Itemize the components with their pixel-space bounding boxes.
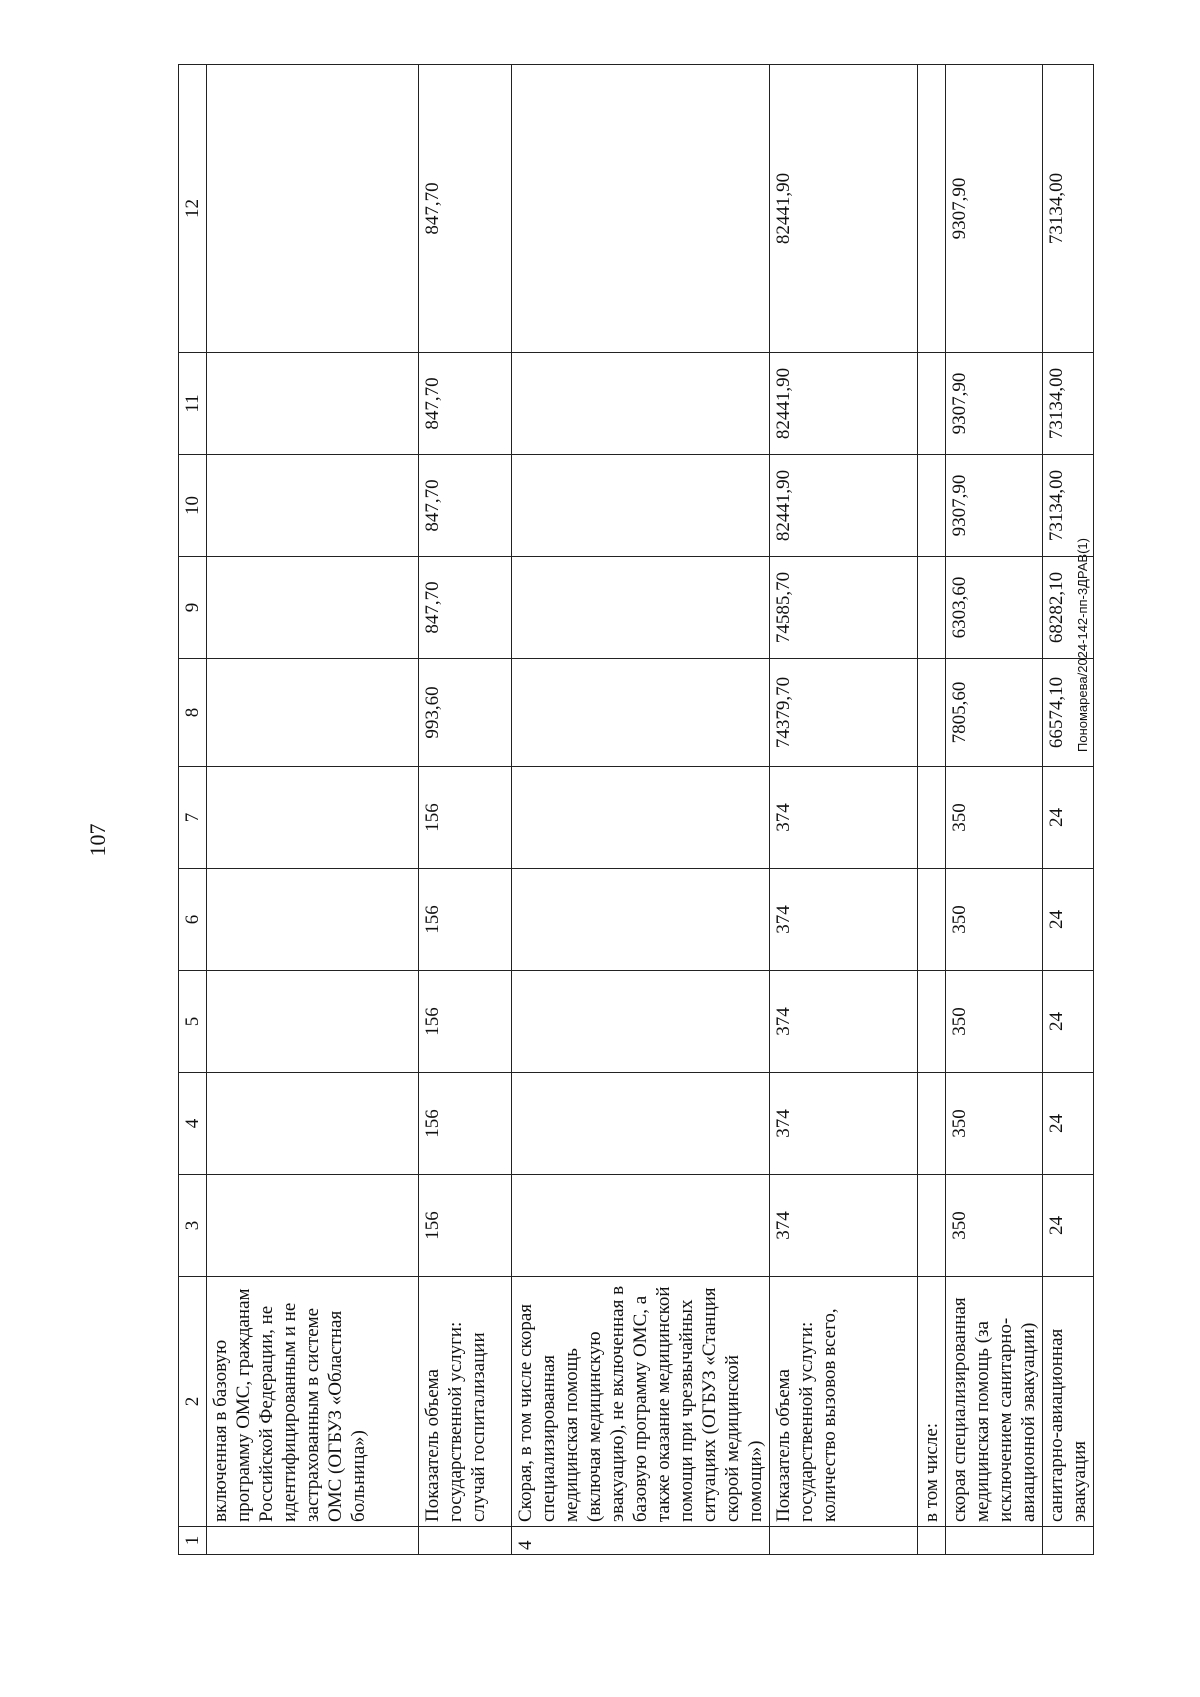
value-cell-col9: 68282,10 xyxy=(1043,557,1094,659)
value-cell-col8 xyxy=(207,659,419,767)
value-cell-col12 xyxy=(207,65,419,353)
column-header-10: 10 xyxy=(179,455,207,557)
table-row xyxy=(946,65,1043,1555)
value-cell-col6: 156 xyxy=(419,869,512,971)
value-cell-col7: 350 xyxy=(946,767,1043,869)
row-label-cell: в том числе: xyxy=(918,1277,946,1527)
value-cell-col11: 847,70 xyxy=(419,353,512,455)
value-cell-col10 xyxy=(512,455,770,557)
value-cell-col10: 73134,00 xyxy=(1043,455,1094,557)
value-cell-col4 xyxy=(512,1073,770,1175)
value-cell-col12 xyxy=(918,65,946,353)
value-cell-col6: 24 xyxy=(1043,869,1094,971)
value-cell-col4: 24 xyxy=(1043,1073,1094,1175)
value-cell-col4: 374 xyxy=(770,1073,918,1175)
value-cell-col7 xyxy=(512,767,770,869)
value-cell-col12 xyxy=(512,65,770,353)
value-cell-col9: 6303,60 xyxy=(946,557,1043,659)
value-cell-col10 xyxy=(918,455,946,557)
value-cell-col8: 993,60 xyxy=(419,659,512,767)
value-cell-col9: 74585,70 xyxy=(770,557,918,659)
value-cell-col11 xyxy=(207,353,419,455)
column-header-11: 11 xyxy=(179,353,207,455)
value-cell-col12: 82441,90 xyxy=(770,65,918,353)
value-cell-col8: 74379,70 xyxy=(770,659,918,767)
value-cell-col3: 374 xyxy=(770,1175,918,1277)
value-cell-col5 xyxy=(512,971,770,1073)
row-index-cell xyxy=(1043,1527,1094,1555)
column-header-8: 8 xyxy=(179,659,207,767)
value-cell-col8: 66574,10 xyxy=(1043,659,1094,767)
value-cell-col12: 9307,90 xyxy=(946,65,1043,353)
value-cell-col6: 350 xyxy=(946,869,1043,971)
row-label-cell: Скорая, в том числе скорая специализированная медицинская помощь (включая медицинскую эвакуацию), не включенная в базовую программу ОМС, а также оказание медицинской помощи при чрезвычайных ситуациях (ОГБУЗ «Станция скорой медицинской помощи») xyxy=(512,1277,770,1527)
value-cell-col3: 156 xyxy=(419,1175,512,1277)
row-label-cell: скорая специализированная медицинская помощь (за исключением санитарно-авиационной эвакуации) xyxy=(946,1277,1043,1527)
row-index-cell xyxy=(770,1527,918,1555)
value-cell-col4 xyxy=(207,1073,419,1175)
value-cell-col6 xyxy=(918,869,946,971)
value-cell-col5: 24 xyxy=(1043,971,1094,1073)
value-cell-col5: 374 xyxy=(770,971,918,1073)
column-header-9: 9 xyxy=(179,557,207,659)
value-cell-col3 xyxy=(207,1175,419,1277)
value-cell-col3: 350 xyxy=(946,1175,1043,1277)
page-number: 107 xyxy=(85,823,110,857)
column-header-2: 2 xyxy=(179,1277,207,1527)
column-header-3: 3 xyxy=(179,1175,207,1277)
value-cell-col8 xyxy=(512,659,770,767)
value-cell-col5: 350 xyxy=(946,971,1043,1073)
value-cell-col8: 7805,60 xyxy=(946,659,1043,767)
value-cell-col10: 847,70 xyxy=(419,455,512,557)
row-label-cell: включенная в базовую программу ОМС, гражданам Российской Федерации, не идентифицированным и не застрахованным в системе ОМС (ОГБУЗ «Областная больница») xyxy=(207,1277,419,1527)
value-cell-col7: 156 xyxy=(419,767,512,869)
table-row xyxy=(207,65,419,1555)
value-cell-col5: 156 xyxy=(419,971,512,1073)
value-cell-col7 xyxy=(207,767,419,869)
value-cell-col4: 350 xyxy=(946,1073,1043,1175)
row-index-cell xyxy=(946,1527,1043,1555)
value-cell-col7 xyxy=(918,767,946,869)
value-cell-col6: 374 xyxy=(770,869,918,971)
column-header-6: 6 xyxy=(179,869,207,971)
value-cell-col11 xyxy=(512,353,770,455)
value-cell-col4: 156 xyxy=(419,1073,512,1175)
column-header-12: 12 xyxy=(179,65,207,353)
value-cell-col6 xyxy=(207,869,419,971)
value-cell-col9: 847,70 xyxy=(419,557,512,659)
column-header-1: 1 xyxy=(179,1527,207,1555)
value-cell-col3 xyxy=(512,1175,770,1277)
table-row xyxy=(419,65,512,1555)
column-header-7: 7 xyxy=(179,767,207,869)
row-index-cell xyxy=(207,1527,419,1555)
column-header-5: 5 xyxy=(179,971,207,1073)
value-cell-col5 xyxy=(207,971,419,1073)
value-cell-col12: 73134,00 xyxy=(1043,65,1094,353)
value-cell-col7: 24 xyxy=(1043,767,1094,869)
value-cell-col10 xyxy=(207,455,419,557)
value-cell-col4 xyxy=(918,1073,946,1175)
value-cell-col3: 24 xyxy=(1043,1175,1094,1277)
value-cell-col3 xyxy=(918,1175,946,1277)
value-cell-col9 xyxy=(512,557,770,659)
value-cell-col11: 9307,90 xyxy=(946,353,1043,455)
value-cell-col10: 9307,90 xyxy=(946,455,1043,557)
row-label-cell: Показатель объема государственной услуги: количество вызовов всего, xyxy=(770,1277,918,1527)
value-cell-col9 xyxy=(207,557,419,659)
value-cell-col8 xyxy=(918,659,946,767)
value-cell-col5 xyxy=(918,971,946,1073)
value-cell-col12: 847,70 xyxy=(419,65,512,353)
row-label-cell: Показатель объема государственной услуги: случай госпитализации xyxy=(419,1277,512,1527)
document-id: Пономарева/2024-142-пп-3ДРАВ(1) xyxy=(1075,538,1090,752)
table-row xyxy=(512,65,770,1555)
header-row xyxy=(179,65,207,1555)
row-label-cell: санитарно-авиационная эвакуация xyxy=(1043,1277,1094,1527)
value-cell-col11: 82441,90 xyxy=(770,353,918,455)
table-row xyxy=(1043,65,1094,1555)
value-cell-col11 xyxy=(918,353,946,455)
budget-table xyxy=(178,64,1094,1555)
value-cell-col9 xyxy=(918,557,946,659)
column-header-4: 4 xyxy=(179,1073,207,1175)
value-cell-col6 xyxy=(512,869,770,971)
row-index-cell: 4 xyxy=(512,1527,770,1555)
value-cell-col11: 73134,00 xyxy=(1043,353,1094,455)
value-cell-col7: 374 xyxy=(770,767,918,869)
row-index-cell xyxy=(918,1527,946,1555)
value-cell-col10: 82441,90 xyxy=(770,455,918,557)
table-row xyxy=(918,65,946,1555)
table-row xyxy=(770,65,918,1555)
row-index-cell xyxy=(419,1527,512,1555)
